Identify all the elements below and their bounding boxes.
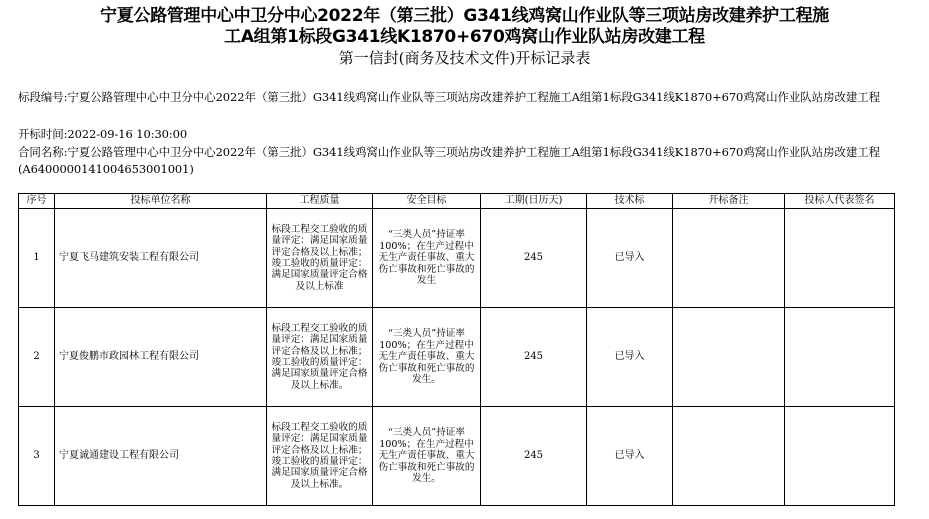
document-subtitle: 第一信封(商务及技术文件)开标记录表 [338, 49, 591, 67]
row-safety: “三类人员”持证率100%；在生产过程中无生产责任事故、重大伤亡事故和死亡事故的发生。 [373, 407, 481, 506]
document-title [0, 6, 929, 48]
title-line-1: 宁夏公路管理中心中卫分中心2022年（第三批）G341线鸡窝山作业队等三项站房改建养护工程施 [100, 6, 829, 26]
header-tech: 技术标 [587, 194, 673, 209]
row-duration: 245 [481, 308, 587, 407]
row-no: 1 [19, 209, 55, 308]
row-no: 2 [19, 308, 55, 407]
row-quality: 标段工程交工验收的质量评定：满足国家质量评定合格及以上标准；竣工验收的质量评定：满足国家质量评定合格及以上标准。 [267, 407, 373, 506]
row-tech: 已导入 [587, 209, 673, 308]
row-duration: 245 [481, 209, 587, 308]
row-tech: 已导入 [587, 407, 673, 506]
row-company: 宁夏飞马建筑安装工程有限公司 [55, 209, 267, 308]
row-signature [785, 308, 895, 407]
row-signature [785, 407, 895, 506]
bid-record-table [18, 193, 895, 506]
row-safety: “三类人员”持证率100%；在生产过程中无生产责任事故、重大伤亡事故和死亡事故的发生 [373, 209, 481, 308]
title-line-2: 工A组第1标段G341线K1870+670鸡窝山作业队站房改建工程 [224, 27, 705, 47]
row-remark [673, 308, 785, 407]
row-signature [785, 209, 895, 308]
row-remark [673, 407, 785, 506]
row-remark [673, 209, 785, 308]
table-row [19, 407, 895, 506]
table-row [19, 308, 895, 407]
contract-name: 合同名称:宁夏公路管理中心中卫分中心2022年（第三批）G341线鸡窝山作业队等三项站房改建养护工程施工A组第1标段G341线K1870+670鸡窝山作业队站房改建工程(A640000014100465300​1001) [18, 145, 881, 176]
header-signature: 投标人代表签名 [785, 194, 895, 209]
row-safety: “三类人员”持证率100%；在生产过程中无生产责任事故、重大伤亡事故和死亡事故的发生。 [373, 308, 481, 407]
row-tech: 已导入 [587, 308, 673, 407]
row-quality: 标段工程交工验收的质量评定：满足国家质量评定合格及以上标准；竣工验收的质量评定：满足国家质量评定合格及以上标准 [267, 209, 373, 308]
row-duration: 245 [481, 407, 587, 506]
table-header-row [19, 194, 895, 209]
table-row [19, 209, 895, 308]
header-safety: 安全目标 [373, 194, 481, 209]
row-company: 宁夏俊鹏市政园林工程有限公司 [55, 308, 267, 407]
row-company: 宁夏诚通建设工程有限公司 [55, 407, 267, 506]
section-number: 标段编号:宁夏公路管理中心中卫分中心2022年（第三批）G341线鸡窝山作业队等三项站房改建养护工程施工A组第1标段G341线K1870+670鸡窝山作业队站房改建工程 [18, 90, 881, 104]
header-remark: 开标备注 [673, 194, 785, 209]
header-company: 投标单位名称 [55, 194, 267, 209]
opening-time: 开标时间:2022-09-16 10:30:00 [18, 127, 188, 141]
header-no: 序号 [19, 194, 55, 209]
header-duration: 工期(日历天) [481, 194, 587, 209]
row-no: 3 [19, 407, 55, 506]
header-quality: 工程质量 [267, 194, 373, 209]
row-quality: 标段工程交工验收的质量评定：满足国家质量评定合格及以上标准；竣工验收的质量评定：满足国家质量评定合格及以上标准。 [267, 308, 373, 407]
